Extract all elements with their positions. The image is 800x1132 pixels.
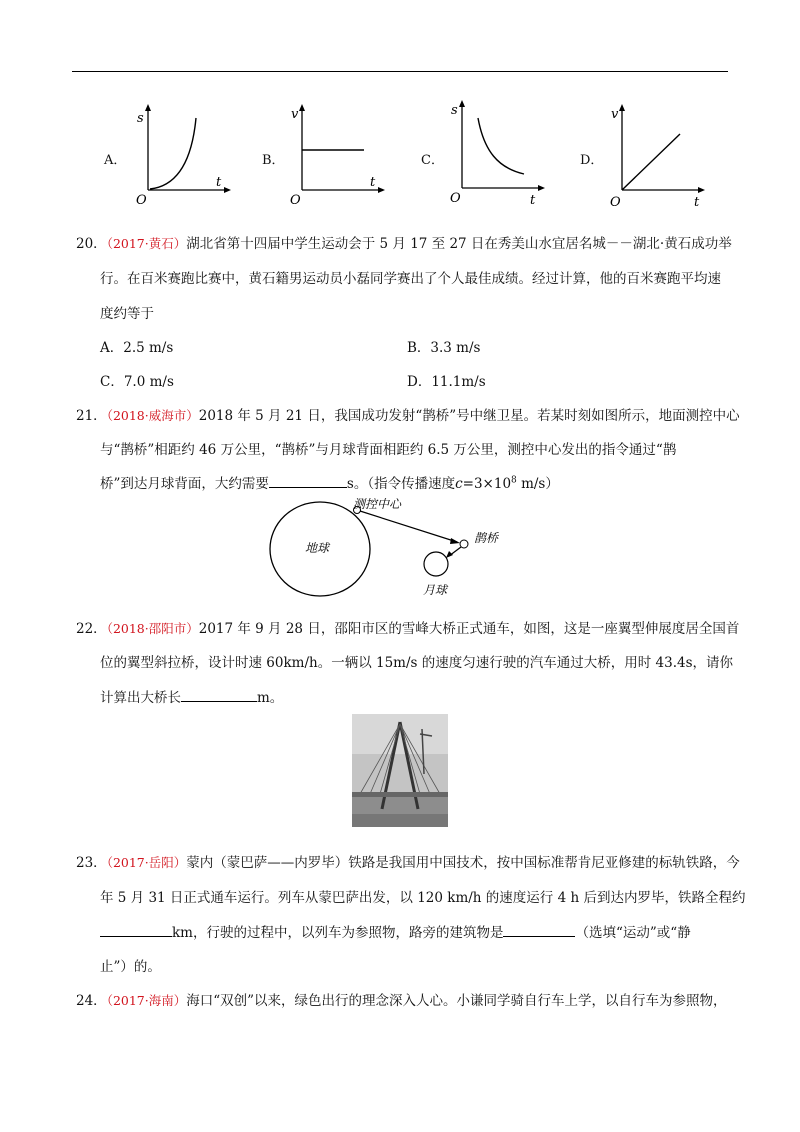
q22-text-3b: m。 — [257, 690, 284, 706]
q23-source: （2017·岳阳） — [106, 855, 187, 870]
q21-text-3a: 桥”到达月球背面，大约需要 — [100, 476, 269, 492]
q23-text-1: 蒙内（蒙巴萨——内罗毕）铁路是我国用中国技术，按中国标准帮肯尼亚修建的标轨铁路，今 — [186, 855, 740, 871]
graph-c-y-label: s — [451, 103, 458, 118]
graph-d-x-label: t — [694, 195, 700, 208]
option-c-label: C． — [421, 153, 444, 168]
option-b-label: B． — [262, 153, 285, 168]
moon-label: 月球 — [423, 583, 448, 597]
q21-text-1: 2018 年 5 月 21 日，我国成功发射“鹊桥”号中继卫星。若某时刻如图所示，地面测控中心 — [198, 408, 740, 424]
q20-line1 — [76, 232, 732, 252]
q23-number: 23． — [76, 855, 107, 871]
graph-b-y-label: v — [291, 107, 299, 122]
graph-a-x-label: t — [216, 175, 222, 190]
graph-c — [442, 96, 552, 210]
q23-text-3b: （选填“运动”或“静 — [575, 925, 691, 941]
graph-a-origin: O — [136, 193, 147, 205]
q23-line1 — [76, 851, 740, 871]
q20-choice-a: A．2.5 m/s — [100, 340, 174, 356]
q21-answer-blank[interactable] — [269, 473, 347, 488]
header-rule — [72, 71, 728, 72]
q24-text-1: 海口“双创”以来，绿色出行的理念深入人心。小谦同学骑自行车上学，以自行车为参照物， — [186, 993, 727, 1009]
q22-text-3a: 计算出大桥长 — [100, 690, 181, 706]
q22-line3 — [100, 686, 283, 706]
q21-number: 21． — [76, 408, 107, 424]
q23-distance-blank[interactable] — [100, 922, 172, 937]
q24-line1 — [76, 989, 727, 1009]
graph-b-origin: O — [290, 193, 301, 205]
graph-d — [602, 100, 712, 212]
q24-number: 24． — [76, 993, 107, 1009]
q21-text-3c: c — [455, 476, 463, 492]
q23-motion-blank[interactable] — [503, 922, 575, 937]
q22-line2: 位的翼型斜拉桥，设计时速 60km/h。一辆以 15m/s 的速度匀速行驶的汽车通过大桥，用时 43.4s，请你 — [100, 655, 734, 671]
q23-text-3a: km，行驶的过程中，以列车为参照物，路旁的建筑物是 — [172, 925, 504, 941]
q22-answer-blank[interactable] — [181, 687, 257, 702]
q20-choice-d: D．11.1m/s — [407, 374, 486, 390]
relay-diagram — [265, 494, 535, 608]
moon-circle — [424, 552, 448, 576]
q21-text-3d: =3×10 — [462, 476, 512, 492]
q20-text-1: 湖北省第十四届中学生运动会于 5 月 17 至 27 日在秀美山水宜居名城－－湖北·黄石成功举 — [186, 236, 732, 252]
option-d-label: D． — [580, 153, 604, 168]
q21-text-3b: s。（指令传播速度 — [346, 476, 456, 492]
graph-d-y-label: v — [611, 107, 619, 122]
graph-a — [128, 100, 238, 209]
q20-line2: 行。在百米赛跑比赛中，黄石籍男运动员小磊同学赛出了个人最佳成绩。经过计算，他的百米赛跑平均速 — [100, 271, 721, 287]
q21-text-3f: m/s） — [516, 476, 559, 492]
q22-text-1: 2017 年 9 月 28 日，邵阳市区的雪峰大桥正式通车，如图，这是一座翼型伸展度居全国首 — [198, 621, 740, 637]
graph-b — [282, 100, 392, 209]
q20-number: 20． — [76, 236, 107, 252]
graph-c-origin: O — [450, 191, 461, 206]
q21-line2: 与“鹊桥”相距约 46 万公里，“鹊桥”与月球背面相距约 6.5 万公里，测控中心发出的指令通过“鹊 — [100, 442, 677, 458]
q22-source: （2018·邵阳市） — [106, 621, 199, 636]
q20-choice-c: C．7.0 m/s — [100, 374, 174, 390]
q24-source: （2017·海南） — [106, 993, 187, 1008]
q22-number: 22． — [76, 621, 107, 637]
q23-line2: 年 5 月 31 日正式通车运行。列车从蒙巴萨出发，以 120 km/h 的速度运行 4 h 后到达内罗毕，铁路全程约 — [100, 890, 746, 906]
relay-satellite-dot — [460, 540, 468, 548]
q21-line1 — [76, 404, 740, 424]
q23-line3 — [100, 921, 691, 941]
graph-b-x-label: t — [370, 175, 376, 190]
graph-d-origin: O — [610, 195, 621, 208]
q21-line3 — [100, 472, 559, 492]
control-center-label: 测控中心 — [353, 497, 402, 511]
q20-line3: 度约等于 — [100, 306, 154, 322]
graph-a-y-label: s — [137, 111, 144, 126]
q20-source: （2017·黄石） — [106, 236, 187, 251]
q22-line1 — [76, 617, 739, 637]
q21-text-3e: 8 — [511, 475, 517, 486]
bridge-photo — [352, 714, 448, 827]
earth-label: 地球 — [305, 541, 330, 555]
q20-choice-b: B．3.3 m/s — [407, 340, 481, 356]
q23-line4: 止”）的。 — [100, 959, 161, 975]
option-a-label: A． — [104, 153, 127, 168]
relay-label: 鹊桥 — [474, 531, 499, 545]
q21-source: （2018·威海市） — [106, 408, 199, 423]
graph-c-x-label: t — [530, 193, 536, 206]
